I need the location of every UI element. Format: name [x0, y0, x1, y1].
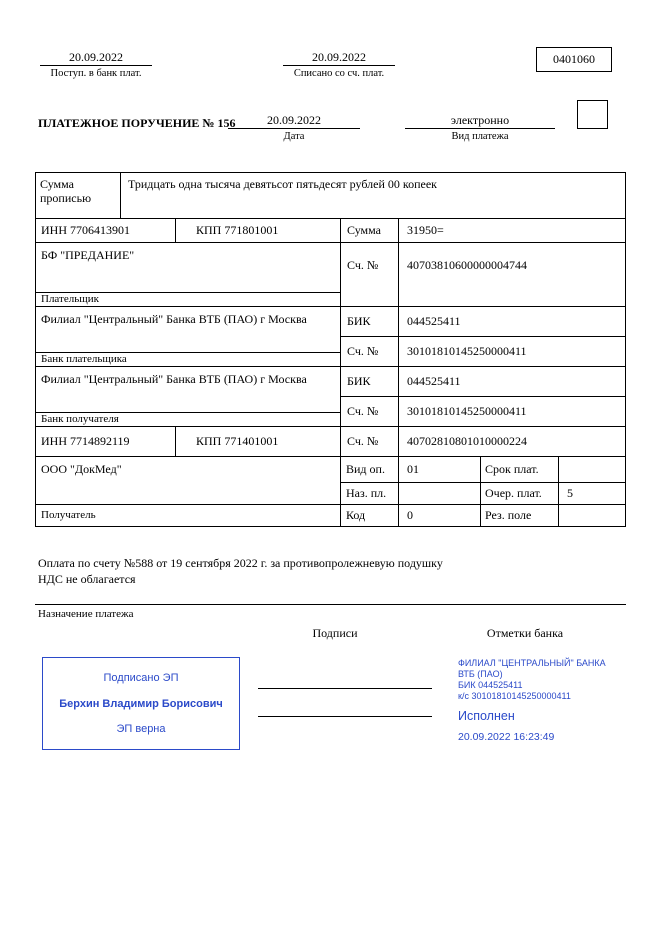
bank-stamp-line4: к/с 30101810145250000411	[458, 690, 571, 701]
receiver-caption: Получатель	[36, 505, 341, 527]
srok-plat-value	[559, 457, 626, 483]
payer-name: БФ "ПРЕДАНИЕ"	[36, 243, 341, 293]
payment-kind-field	[405, 113, 555, 144]
form-code-box: 0401060	[536, 47, 612, 72]
payer-bank-bik-value: 044525411	[399, 307, 626, 337]
bank-stamp-status: Исполнен	[458, 708, 515, 723]
rez-pole-value	[559, 505, 626, 527]
bank-marks-label: Отметки банка	[486, 626, 564, 640]
signature-line-1	[258, 688, 432, 689]
doc-date-value: 20.09.2022	[228, 113, 360, 129]
purpose-line2: НДС не облагается	[38, 572, 136, 586]
debited-date: 20.09.2022	[283, 50, 395, 66]
amount-words-value: Тридцать одна тысяча девятьсот пятьдесят рублей 00 копеек	[121, 173, 626, 219]
payer-account-value: 40703810600000004744	[399, 243, 626, 307]
payer-bank-bik-label: БИК	[341, 307, 399, 337]
bank-stamp-line3: БИК 044525411	[458, 679, 523, 690]
amount-value: 31950=	[399, 219, 626, 243]
naz-pl-label: Наз. пл.	[341, 483, 399, 505]
beneficiary-bank-account-value: 30101810145250000411	[399, 397, 626, 427]
esign-line1: Подписано ЭП	[103, 671, 179, 684]
esign-stamp	[42, 657, 240, 750]
kod-label: Код	[341, 505, 399, 527]
doc-date-field	[228, 113, 360, 144]
status-code-box	[577, 100, 608, 129]
debited-field	[283, 50, 395, 81]
payer-account-label: Сч. №	[341, 243, 399, 307]
payment-kind-label: Вид платежа	[451, 131, 509, 143]
vid-op-value: 01	[399, 457, 481, 483]
payer-inn: ИНН 7706413901	[36, 219, 176, 243]
ocher-plat-label: Очер. плат.	[481, 483, 559, 505]
naz-pl-value	[399, 483, 481, 505]
payer-bank-caption: Банк плательщика	[36, 353, 341, 367]
ocher-plat-value: 5	[559, 483, 626, 505]
amount-words-label: Сумма прописью	[36, 173, 121, 219]
esign-line3: ЭП верна	[116, 723, 166, 736]
document-title: ПЛАТЕЖНОЕ ПОРУЧЕНИЕ № 156	[38, 116, 236, 130]
kod-value: 0	[399, 505, 481, 527]
payer-bank-account-value: 30101810145250000411	[399, 337, 626, 367]
payer-bank-name: Филиал "Центральный" Банка ВТБ (ПАО) г Москва	[36, 307, 341, 353]
bank-stamp-line2: ВТБ (ПАО)	[458, 668, 503, 679]
beneficiary-bank-bik-label: БИК	[341, 367, 399, 397]
payment-order-table	[35, 172, 626, 527]
purpose-caption: Назначение платежа	[38, 608, 134, 620]
receiver-account-value: 40702810801010000224	[399, 427, 626, 457]
payer-bank-account-label: Сч. №	[341, 337, 399, 367]
received-label: Поступ. в банк плат.	[50, 68, 142, 80]
signature-line-2	[258, 716, 432, 717]
debited-label: Списано со сч. плат.	[293, 68, 385, 80]
beneficiary-bank-account-label: Сч. №	[341, 397, 399, 427]
amount-label: Сумма	[341, 219, 399, 243]
purpose-underline	[35, 604, 626, 605]
received-in-bank-field	[40, 50, 152, 81]
doc-date-label: Дата	[283, 131, 305, 143]
beneficiary-bank-bik-value: 044525411	[399, 367, 626, 397]
rez-pole-label: Рез. поле	[481, 505, 559, 527]
esign-name: Берхин Владимир Борисович	[59, 697, 223, 710]
bank-stamp	[458, 658, 633, 743]
receiver-kpp: КПП 771401001	[176, 427, 341, 457]
purpose-line1: Оплата по счету №588 от 19 сентября 2022 г. за противопролежневую подушку	[38, 556, 443, 570]
beneficiary-bank-name: Филиал "Центральный" Банка ВТБ (ПАО) г Москва	[36, 367, 341, 413]
beneficiary-bank-caption: Банк получателя	[36, 413, 341, 427]
bank-stamp-line1: ФИЛИАЛ "ЦЕНТРАЛЬНЫЙ" БАНКА	[458, 658, 606, 668]
bank-stamp-datetime: 20.09.2022 16:23:49	[458, 730, 555, 743]
vid-op-label: Вид оп.	[341, 457, 399, 483]
payment-kind-value: электронно	[405, 113, 555, 129]
payer-caption: Плательщик	[36, 293, 341, 307]
payer-kpp: КПП 771801001	[176, 219, 341, 243]
received-date: 20.09.2022	[40, 50, 152, 66]
receiver-inn: ИНН 7714892119	[36, 427, 176, 457]
receiver-name: ООО "ДокМед"	[36, 457, 341, 505]
signatures-label: Подписи	[312, 626, 358, 640]
receiver-account-label: Сч. №	[341, 427, 399, 457]
srok-plat-label: Срок плат.	[481, 457, 559, 483]
